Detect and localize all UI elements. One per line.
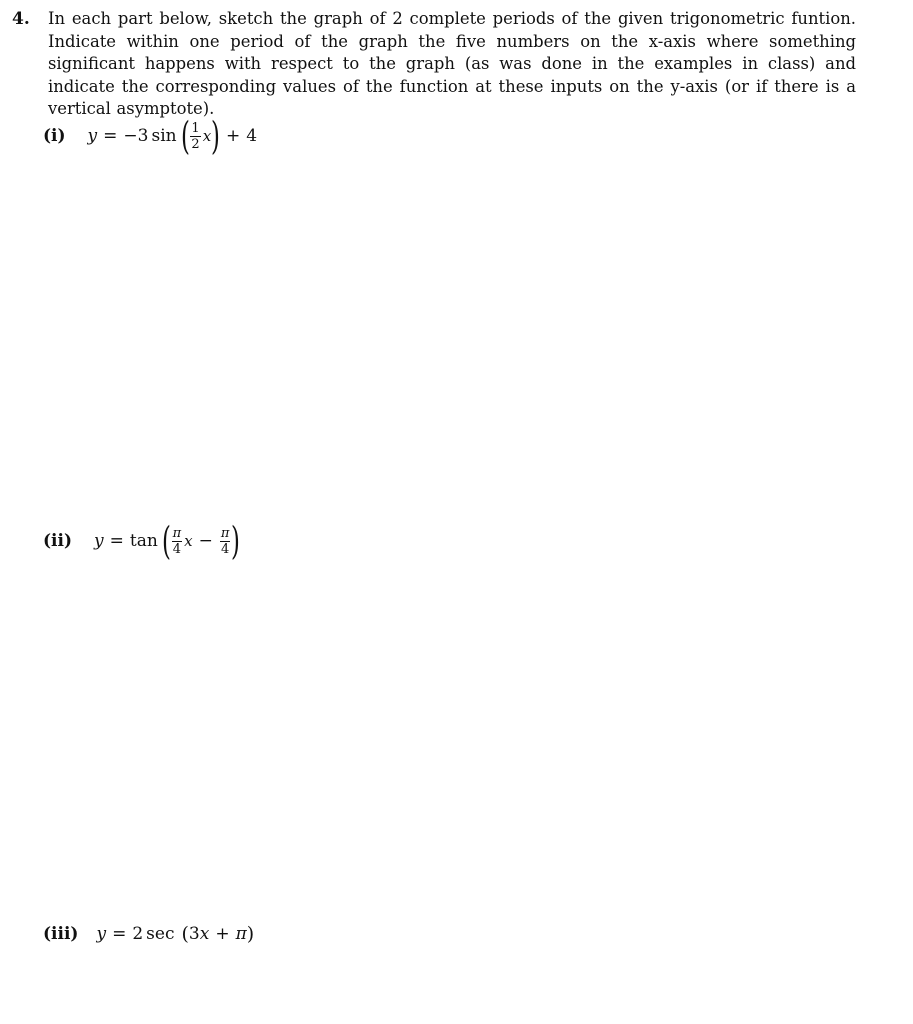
left-paren-icon: ( (181, 923, 189, 945)
x-variable: x (202, 127, 212, 145)
x-variable: x (199, 924, 210, 944)
part-i-equation (87, 114, 258, 158)
problem-statement: In each part below, sketch the graph of 2 complete periods of the given trigonometric funtion. Indicate within one period of the graph the five numbers on the x-axis where something significant happens with respect to the graph (as was done in the examples in class) and indicate the corresponding values of the function at these inputs on the y-axis (or if there is a vertical asymptote). (48, 9, 856, 118)
fraction-1 (172, 527, 183, 556)
fraction-2-denominator: 4 (221, 541, 230, 557)
pi-symbol: π (235, 924, 247, 944)
part-ii (43, 521, 240, 561)
function-name: tan (129, 531, 158, 551)
plus-sign: + (215, 924, 230, 944)
fraction-2 (220, 527, 231, 556)
plus-sign: + (226, 126, 241, 146)
function-name: sin (151, 126, 177, 146)
part-i (43, 116, 257, 156)
part-ii-equation (94, 519, 241, 563)
problem-number: 4. (12, 9, 30, 29)
coefficient: −3 (123, 126, 149, 146)
part-i-label: (i) (43, 126, 66, 146)
right-paren-icon: ) (211, 114, 221, 158)
part-ii-label: (ii) (43, 531, 73, 551)
equals-sign: = (103, 126, 118, 146)
fraction-1-numerator: π (172, 525, 182, 541)
fraction-2-numerator: π (220, 525, 230, 541)
part-iii-equation (96, 923, 254, 945)
y-variable: y (96, 924, 107, 944)
right-paren-icon: ) (231, 519, 241, 563)
function-name: sec (146, 924, 175, 944)
x-variable: x (184, 532, 193, 550)
left-paren-icon: ( (180, 114, 190, 158)
equals-sign: = (109, 531, 124, 551)
right-paren-icon: ) (246, 923, 255, 945)
minus-sign: − (198, 531, 213, 551)
part-iii (43, 914, 254, 954)
y-variable: y (87, 126, 98, 146)
part-iii-label: (iii) (43, 924, 79, 944)
equals-sign: = (112, 924, 127, 944)
fraction-numerator: 1 (191, 120, 200, 136)
constant-term: 4 (246, 126, 258, 146)
left-paren-icon: ( (161, 519, 171, 563)
argument-coefficient: 3 (188, 924, 200, 944)
fraction-1-denominator: 4 (172, 541, 182, 557)
y-variable: y (94, 531, 104, 551)
fraction-denominator: 2 (191, 136, 200, 152)
coefficient: 2 (132, 924, 144, 944)
fraction (190, 122, 200, 151)
